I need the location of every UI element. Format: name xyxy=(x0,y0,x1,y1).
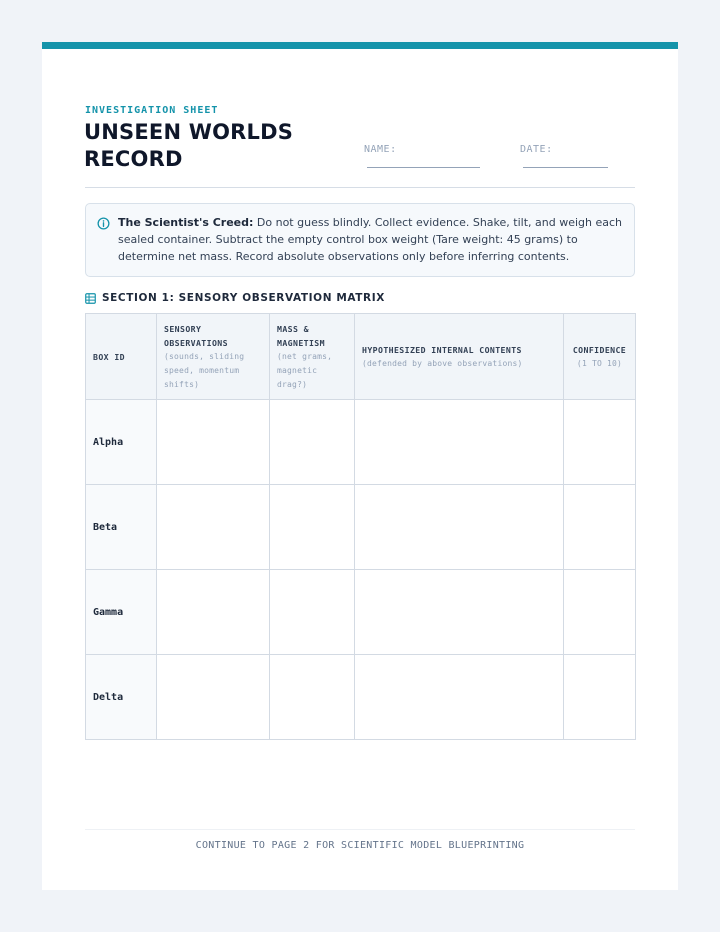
hypothesized-contents-cell[interactable] xyxy=(355,570,564,655)
mass-magnetism-cell[interactable] xyxy=(270,655,355,740)
worksheet-page xyxy=(42,42,678,890)
creed-text xyxy=(118,214,623,265)
box-id-cell: Alpha xyxy=(86,400,157,485)
creed-callout xyxy=(85,203,635,277)
creed-body: Do not guess blindly. Collect evidence. Shake, tilt, and weigh each sealed container. Subtract the empty control box weight (Tare weight: 45 grams) to determine net mass. Record absolute observations only before inferring contents. xyxy=(118,216,622,263)
sheet-eyebrow: INVESTIGATION SHEET xyxy=(85,105,219,116)
confidence-cell[interactable] xyxy=(564,485,636,570)
box-id-cell: Delta xyxy=(86,655,157,740)
sensory-observations-cell[interactable] xyxy=(157,485,270,570)
header-divider xyxy=(85,187,635,188)
sensory-observations-cell[interactable] xyxy=(157,655,270,740)
column-header-confidence: CONFIDENCE (1 TO 10) xyxy=(564,314,636,400)
table-grid-icon xyxy=(85,293,96,304)
date-label: DATE: xyxy=(520,144,553,155)
table-row xyxy=(86,570,636,655)
column-header-hypothesized-contents: HYPOTHESIZED INTERNAL CONTENTS (defended by above observations) xyxy=(355,314,564,400)
column-header-box-id: BOX ID xyxy=(86,314,157,400)
matrix-header-row xyxy=(86,314,636,400)
mass-magnetism-cell[interactable] xyxy=(270,570,355,655)
section-1-heading xyxy=(85,292,385,304)
name-label: NAME: xyxy=(364,144,397,155)
mass-magnetism-cell[interactable] xyxy=(270,400,355,485)
column-header-mass-magnetism: MASS & MAGNETISM (net grams, magnetic drag?) xyxy=(270,314,355,400)
hypothesized-contents-cell[interactable] xyxy=(355,655,564,740)
section-1-title: SECTION 1: SENSORY OBSERVATION MATRIX xyxy=(102,292,385,304)
creed-label: The Scientist's Creed: xyxy=(118,216,254,229)
footer-note: CONTINUE TO PAGE 2 FOR SCIENTIFIC MODEL BLUEPRINTING xyxy=(195,840,525,851)
sensory-observations-cell[interactable] xyxy=(157,570,270,655)
observation-matrix xyxy=(85,313,636,740)
date-field[interactable] xyxy=(523,167,608,168)
hypothesized-contents-cell[interactable] xyxy=(355,485,564,570)
box-id-cell: Beta xyxy=(86,485,157,570)
column-header-sensory-observations: SENSORY OBSERVATIONS (sounds, sliding speed, momentum shifts) xyxy=(157,314,270,400)
confidence-cell[interactable] xyxy=(564,570,636,655)
box-id-cell: Gamma xyxy=(86,570,157,655)
hypothesized-contents-cell[interactable] xyxy=(355,400,564,485)
sheet-title: UNSEEN WORLDS RECORD xyxy=(84,120,294,171)
mass-magnetism-cell[interactable] xyxy=(270,485,355,570)
footer-divider xyxy=(85,829,635,830)
sensory-observations-cell[interactable] xyxy=(157,400,270,485)
table-row xyxy=(86,400,636,485)
table-row xyxy=(86,485,636,570)
table-row xyxy=(86,655,636,740)
name-field[interactable] xyxy=(367,167,480,168)
confidence-cell[interactable] xyxy=(564,655,636,740)
info-circle-icon xyxy=(97,217,110,230)
confidence-cell[interactable] xyxy=(564,400,636,485)
